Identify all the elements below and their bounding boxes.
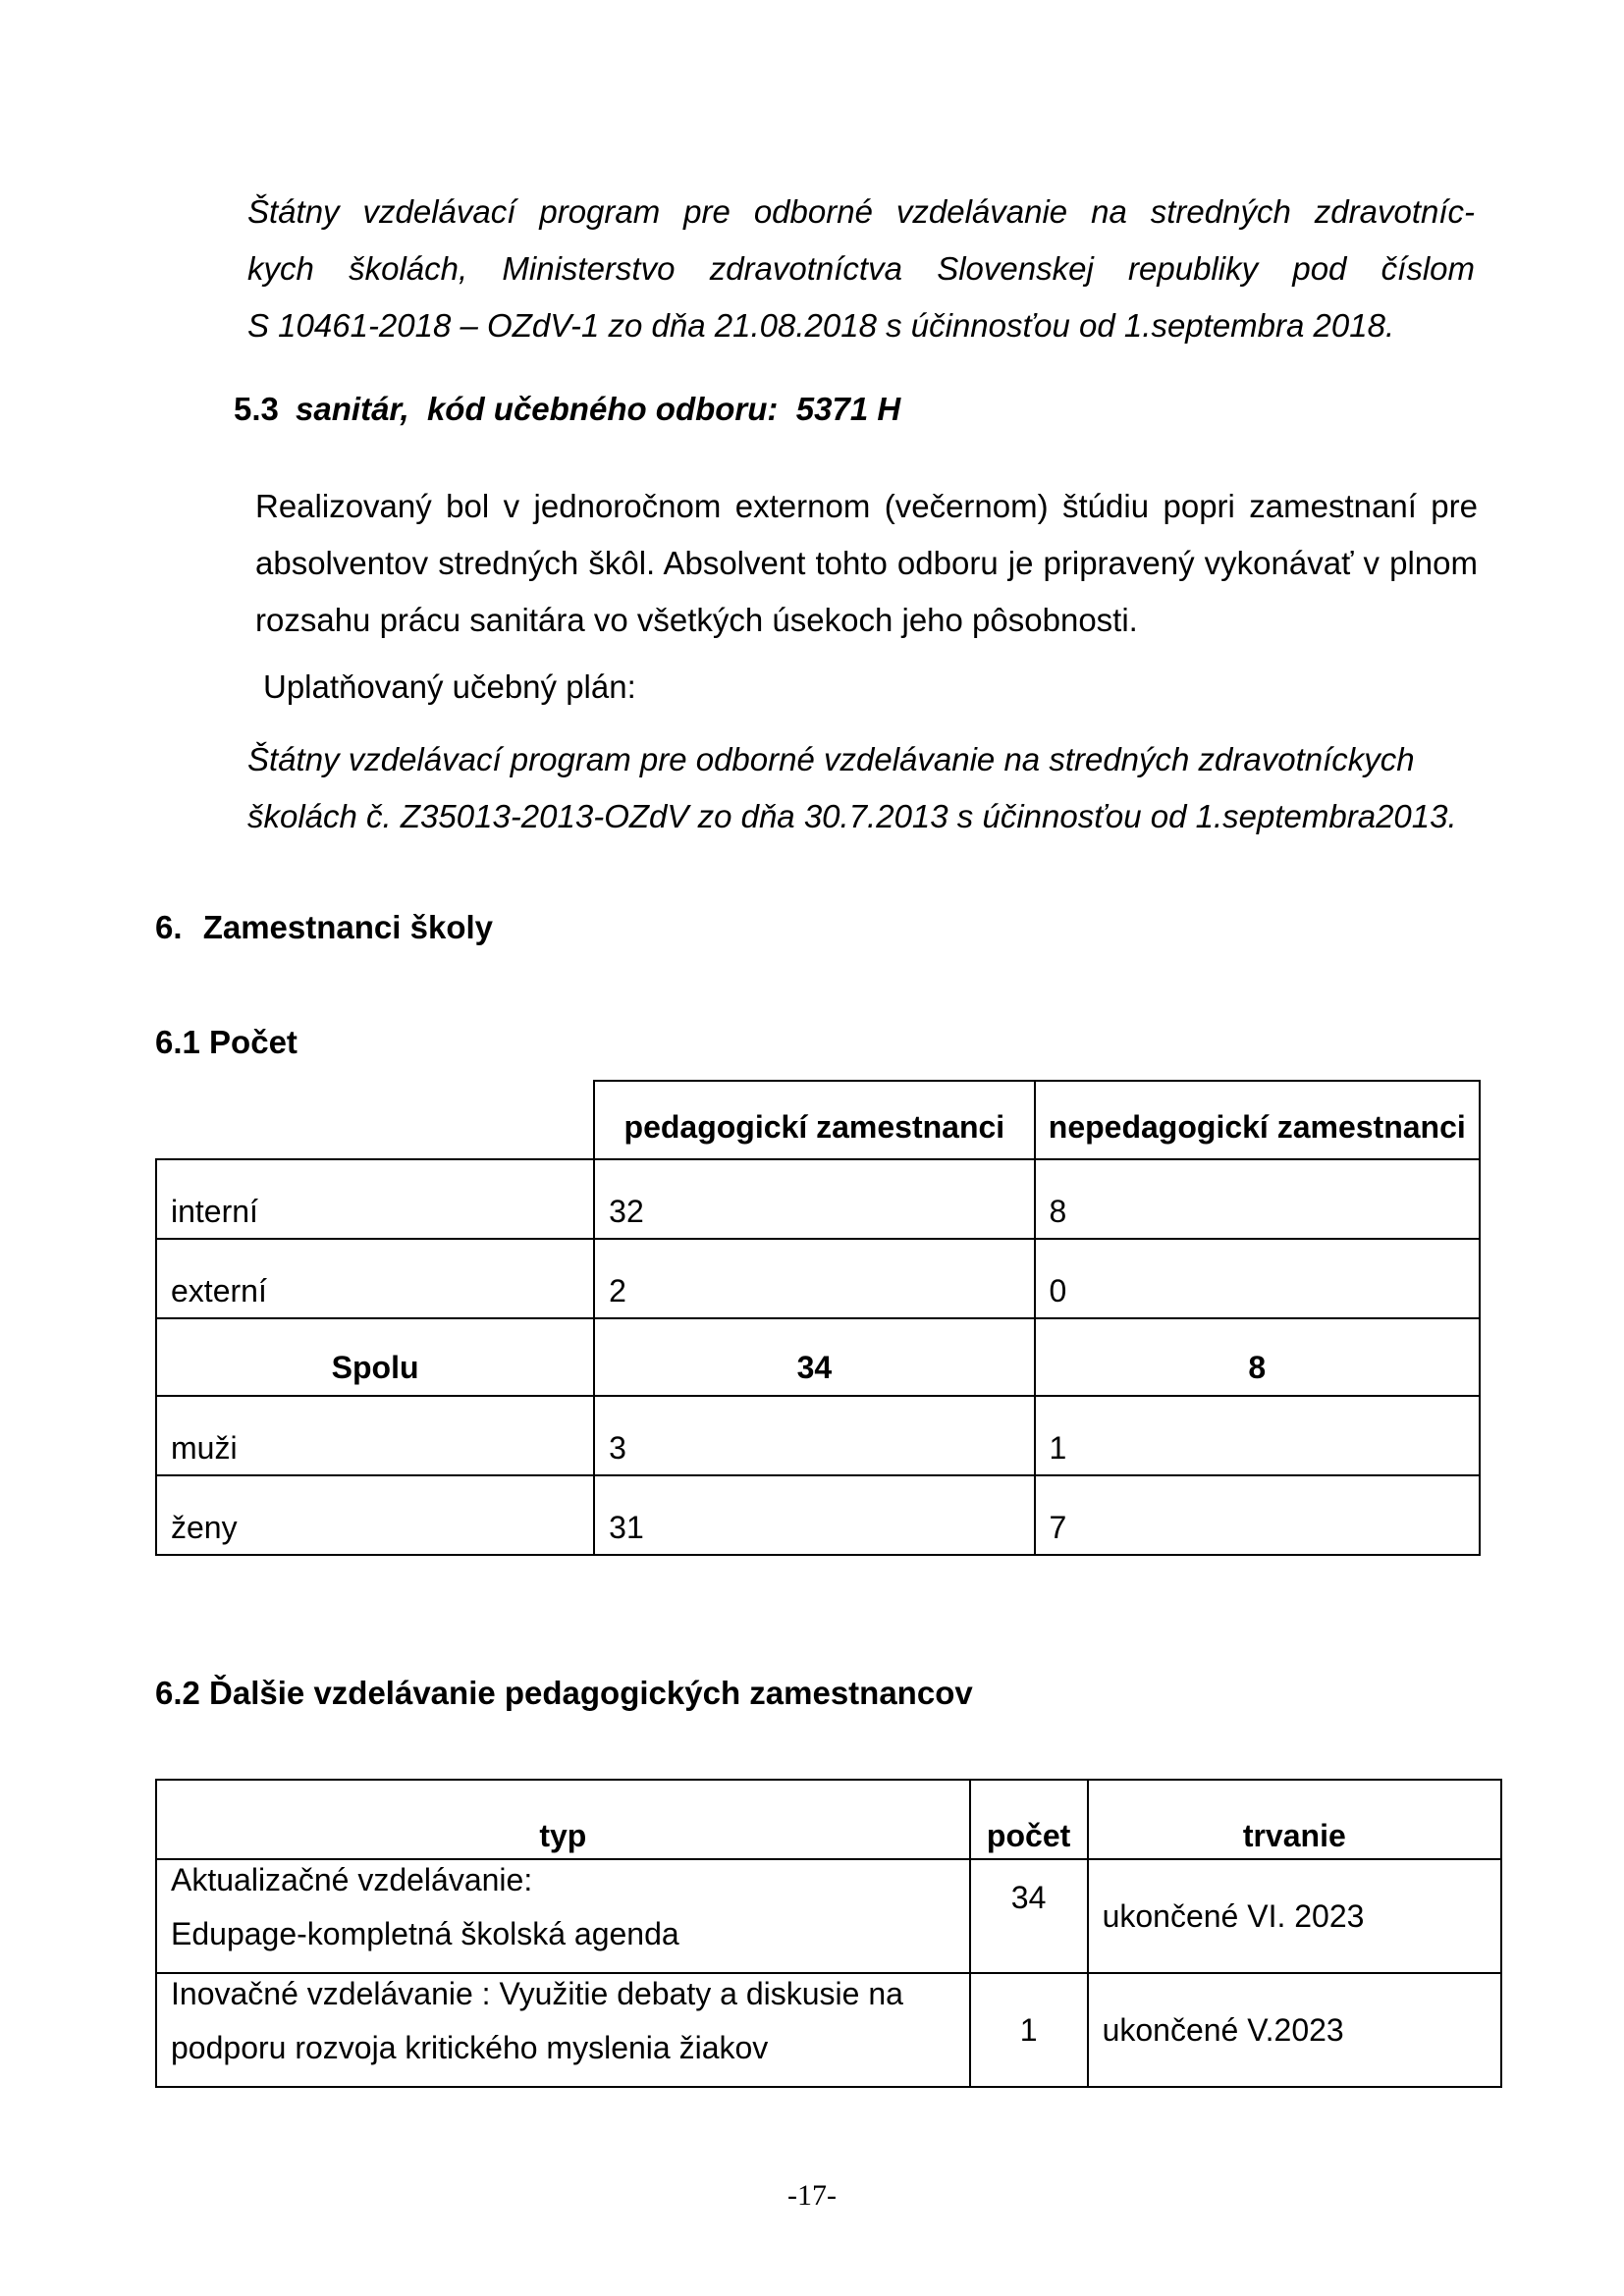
training-typ-line-1: Inovačné vzdelávanie : Využitie debaty a diskusie na [171, 1976, 903, 2011]
table-row [156, 1239, 1480, 1318]
plan-line-2: školách č. Z35013-2013-OZdV zo dňa 30.7.2013 s účinnosťou od 1.septembra2013. [247, 798, 1457, 834]
table-row [156, 1396, 1480, 1475]
intro-line-2: kych školách, Ministerstvo zdravotníctva Slovenskej republiky pod číslom [247, 250, 1475, 287]
staff-row-neped: 0 [1035, 1239, 1480, 1318]
training-row-trvanie: ukončené VI. 2023 [1088, 1859, 1501, 1973]
body-line-2: absolventov stredných škôl. Absolvent tohto odboru je pripravený vykonávať v plnom [255, 545, 1478, 581]
staff-row-neped: 1 [1035, 1396, 1480, 1475]
section-5-3-title: sanitár, kód učebného odboru: 5371 H [296, 391, 901, 427]
staff-total-label: Spolu [156, 1318, 594, 1396]
table-row-total [156, 1318, 1480, 1396]
training-typ-line-2: Edupage-kompletná školská agenda [171, 1916, 679, 1951]
staff-header-pedagogical: pedagogickí zamestnanci [594, 1081, 1034, 1159]
section-6-title: Zamestnanci školy [202, 909, 493, 945]
staff-table-empty-corner [156, 1081, 594, 1159]
staff-header-nonpedagogical: nepedagogickí zamestnanci [1035, 1081, 1480, 1159]
page-number: -17- [787, 2179, 837, 2212]
section-5-3-number: 5.3 [234, 391, 279, 427]
training-row-pocet: 1 [970, 1973, 1088, 2087]
training-row-pocet: 34 [970, 1859, 1088, 1973]
training-typ-line-1: Aktualizačné vzdelávanie: [171, 1862, 533, 1897]
staff-row-label: interní [156, 1159, 594, 1239]
staff-row-neped: 8 [1035, 1159, 1480, 1239]
staff-count-table [155, 1080, 1481, 1556]
section-6-number: 6. [155, 909, 183, 945]
intro-line-3: S 10461-2018 – OZdV-1 zo dňa 21.08.2018 s účinnosťou od 1.septembra 2018. [247, 307, 1395, 344]
body-line-3: rozsahu prácu sanitára vo všetkých úsekoch jeho pôsobnosti. [255, 602, 1138, 638]
body-line-1: Realizovaný bol v jednoročnom externom (večernom) štúdiu popri zamestnaní pre [255, 488, 1478, 524]
training-row-typ [156, 1859, 970, 1973]
section-5-3-body [255, 478, 1478, 649]
plan-paragraph [247, 731, 1457, 845]
training-header-trvanie: trvanie [1088, 1780, 1501, 1859]
intro-line-1: Štátny vzdelávací program pre odborné vzdelávanie na stredných zdravotníc- [247, 193, 1475, 230]
staff-row-label: ženy [156, 1475, 594, 1555]
staff-table-header-row [156, 1081, 1480, 1159]
staff-row-ped: 32 [594, 1159, 1034, 1239]
section-6-1-heading: 6.1 Počet [155, 1024, 298, 1060]
table-row [156, 1159, 1480, 1239]
staff-row-ped: 31 [594, 1475, 1034, 1555]
staff-row-label: externí [156, 1239, 594, 1318]
staff-row-ped: 2 [594, 1239, 1034, 1318]
section-5-3-heading [234, 391, 900, 428]
table-row [156, 1859, 1501, 1973]
training-row-trvanie: ukončené V.2023 [1088, 1973, 1501, 2087]
training-row-typ [156, 1973, 970, 2087]
table-row [156, 1475, 1480, 1555]
training-header-typ: typ [156, 1780, 970, 1859]
training-table-header-row [156, 1780, 1501, 1859]
plan-label: Uplatňovaný učebný plán: [263, 668, 636, 705]
intro-paragraph [247, 184, 1475, 354]
training-typ-line-2: podporu rozvoja kritického myslenia žiakov [171, 2030, 769, 2065]
training-table [155, 1779, 1502, 2088]
training-header-pocet: počet [970, 1780, 1088, 1859]
staff-row-ped: 3 [594, 1396, 1034, 1475]
staff-row-label: muži [156, 1396, 594, 1475]
table-row [156, 1973, 1501, 2087]
plan-line-1: Štátny vzdelávací program pre odborné vzdelávanie na stredných zdravotníckych [247, 741, 1415, 777]
staff-total-ped: 34 [594, 1318, 1034, 1396]
section-6-2-heading: 6.2 Ďalšie vzdelávanie pedagogických zamestnancov [155, 1675, 973, 1711]
staff-row-neped: 7 [1035, 1475, 1480, 1555]
section-6-heading [155, 909, 493, 946]
staff-total-neped: 8 [1035, 1318, 1480, 1396]
